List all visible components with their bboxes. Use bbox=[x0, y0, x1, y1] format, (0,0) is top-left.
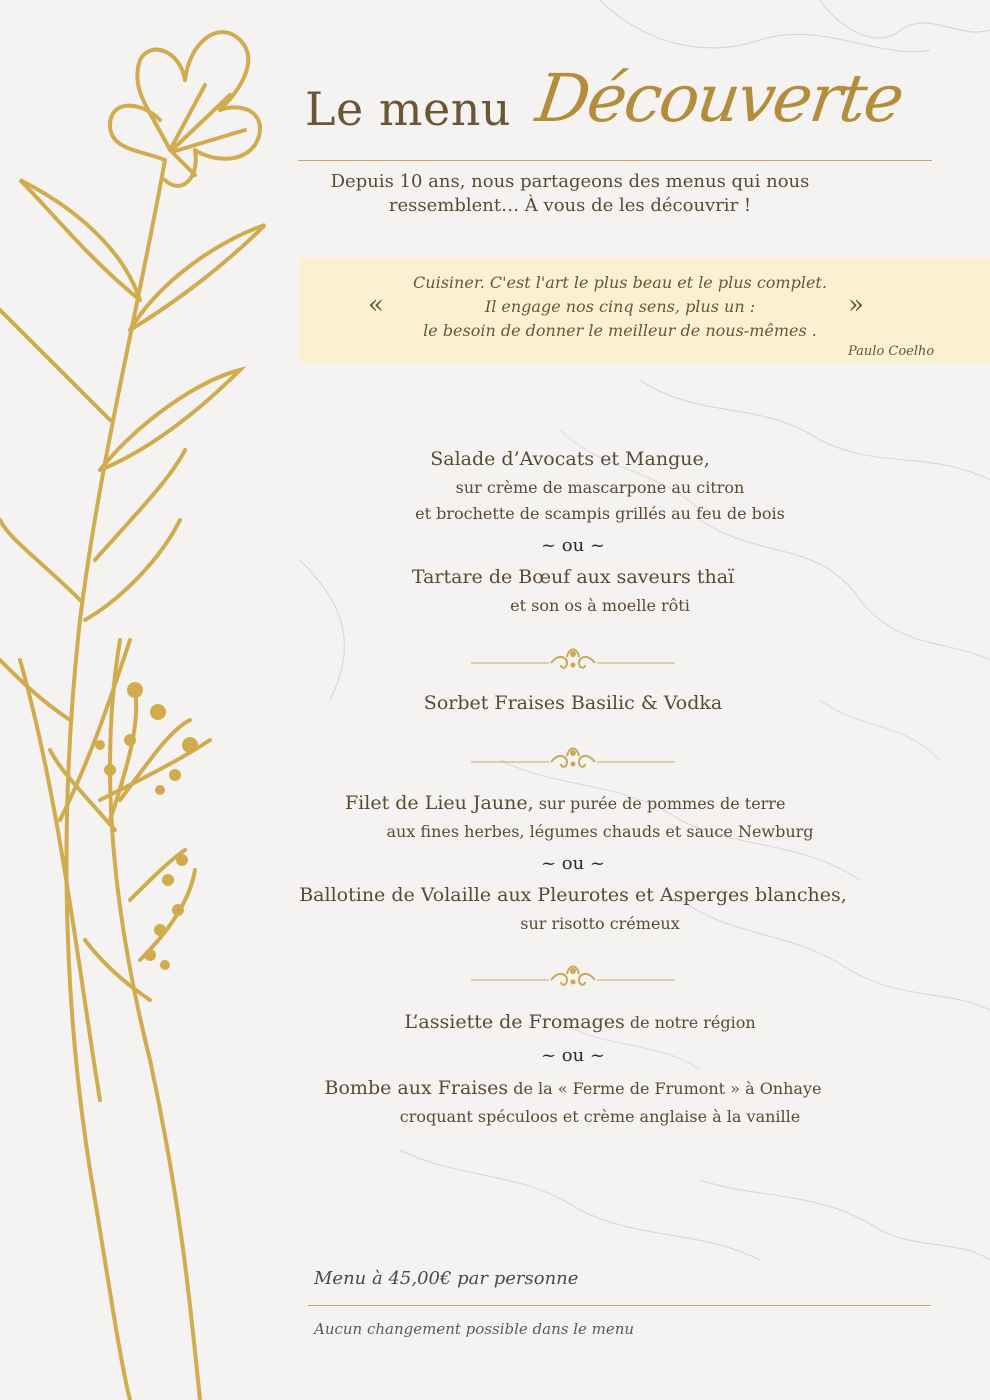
course4-dish1-inline: de notre région bbox=[624, 1013, 756, 1032]
course1-dish2-name: Tartare de Bœuf aux saveurs thaï bbox=[411, 566, 735, 588]
course1-or: ~ ou ~ bbox=[540, 535, 606, 556]
course1-dish1-desc2: et brochette de scampis grillés au feu de bois bbox=[415, 504, 785, 523]
quote-line-1: Cuisiner. C'est l'art le plus beau et le plus complet. bbox=[413, 273, 827, 292]
intro-text bbox=[290, 170, 850, 218]
course3-dish1 bbox=[345, 792, 805, 814]
course4-dish1 bbox=[380, 1011, 780, 1033]
quote-open-mark: « bbox=[368, 290, 384, 320]
menu-note: Aucun changement possible dans le menu bbox=[314, 1320, 635, 1338]
course4-or: ~ ou ~ bbox=[540, 1045, 606, 1066]
gold-floral-illustration bbox=[0, 0, 300, 1400]
quote-text bbox=[390, 271, 850, 343]
course1-dish1-desc1: sur crème de mascarpone au citron bbox=[455, 478, 745, 497]
title-plain: Le menu bbox=[305, 82, 511, 136]
course3-dish1-inline: sur purée de pommes de terre bbox=[533, 794, 786, 813]
course4-dish1-name: L’assiette de Fromages bbox=[404, 1011, 625, 1033]
course2-dish1-name: Sorbet Fraises Basilic & Vodka bbox=[423, 692, 723, 714]
ornament-divider bbox=[471, 962, 675, 992]
ornament-divider bbox=[471, 645, 675, 675]
course1-dish1-name: Salade d’Avocats et Mangue, bbox=[430, 448, 710, 470]
course4-dish2 bbox=[300, 1077, 846, 1099]
course4-dish2-inline: de la « Ferme de Frumont » à Onhaye bbox=[508, 1079, 822, 1098]
intro-line-1: Depuis 10 ans, nous partageons des menus qui nous bbox=[330, 171, 810, 192]
course3-dish1-name: Filet de Lieu Jaune, bbox=[345, 792, 534, 814]
course1-dish2-desc1: et son os à moelle rôti bbox=[510, 596, 690, 615]
quote-author: Paulo Coelho bbox=[848, 344, 935, 359]
title-divider bbox=[298, 160, 932, 161]
course3-dish2-desc1: sur risotto crémeux bbox=[520, 914, 680, 933]
course3-dish1-desc2: aux fines herbes, légumes chauds et sauce Newburg bbox=[386, 822, 814, 841]
course4-dish2-name: Bombe aux Fraises bbox=[324, 1077, 509, 1099]
menu-price: Menu à 45,00€ par personne bbox=[314, 1268, 579, 1289]
ornament-divider bbox=[471, 744, 675, 774]
footer-divider bbox=[308, 1305, 931, 1306]
course4-dish2-desc2: croquant spéculoos et crème anglaise à la vanille bbox=[399, 1107, 801, 1126]
intro-line-2: ressemblent… À vous de les découvrir ! bbox=[388, 195, 752, 216]
course3-or: ~ ou ~ bbox=[540, 853, 606, 874]
quote-line-3: le besoin de donner le meilleur de nous-mêmes . bbox=[423, 321, 817, 340]
course3-dish2-name: Ballotine de Volaille aux Pleurotes et Asperges blanches, bbox=[299, 884, 847, 906]
title-script: Découverte bbox=[531, 60, 908, 137]
quote-line-2: Il engage nos cinq sens, plus un : bbox=[484, 297, 756, 316]
quote-close-mark: » bbox=[848, 290, 864, 320]
